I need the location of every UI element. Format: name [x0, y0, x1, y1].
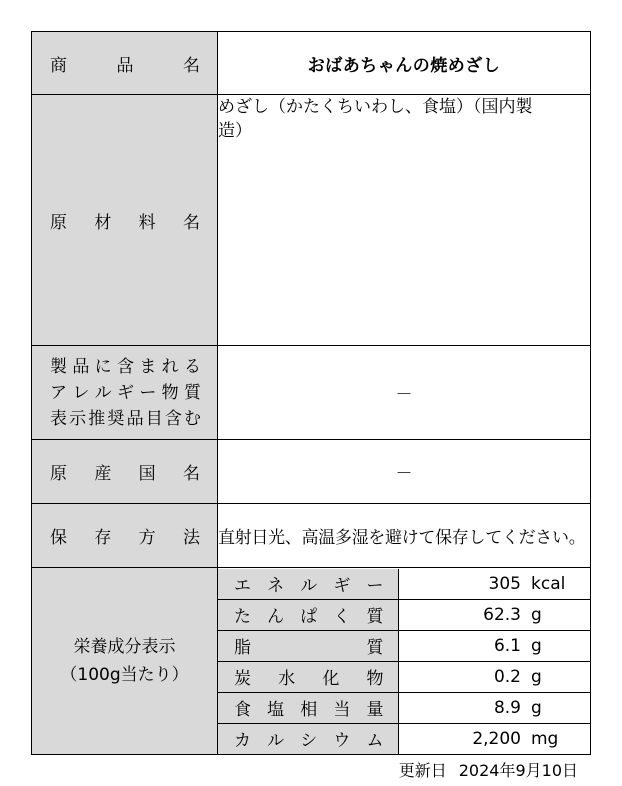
allergy-label-line: 表 示 推 奨 品 目 含 む [50, 408, 201, 429]
product-name: おばあちゃんの焼めざし [218, 32, 591, 95]
nutrition-item-value: 2,200 mg [398, 723, 591, 754]
label-char: 名 [182, 464, 200, 484]
label-char: 品 [116, 55, 134, 76]
ingredients-value [218, 95, 591, 346]
nutrition-item-value: 8.9 g [398, 692, 591, 723]
label-char: 原 [50, 464, 67, 484]
nutrition-label [32, 568, 218, 755]
nutrition-item-label: た ん ぱ く 質 [218, 599, 398, 630]
label-char: 名 [183, 55, 200, 76]
allergy-value: － [218, 346, 591, 440]
nutrition-values [218, 568, 591, 755]
food-label-sheet [31, 31, 590, 755]
label-char: 法 [182, 528, 200, 548]
ingredients-row [32, 95, 591, 346]
nutrition-item-calcium [218, 723, 591, 754]
food-label-table [31, 31, 591, 755]
label-char: 方 [138, 528, 156, 548]
ingredients-line: 造） [218, 121, 252, 141]
label-char: 原 [50, 212, 67, 233]
allergy-label [32, 346, 218, 440]
nutrition-item-fat [218, 630, 591, 661]
origin-label [32, 440, 218, 504]
nutrition-item-value: 62.3 g [398, 599, 591, 630]
origin-row [32, 440, 591, 504]
product-row [32, 32, 591, 95]
nutrition-item-protein [218, 599, 591, 630]
nutrition-item-value: 6.1 g [398, 630, 591, 661]
ingredients-label [32, 95, 218, 346]
nutrition-label-title: 栄養成分表示 [73, 637, 176, 657]
updated-value: 2024年9月10日 [458, 761, 578, 780]
nutrition-item-salt [218, 692, 591, 723]
allergy-row [32, 346, 591, 440]
label-char: 材 [94, 212, 112, 233]
allergy-label-line: 製 品 に 含 ま れ る [50, 356, 201, 377]
label-char: 存 [94, 528, 112, 548]
storage-label [32, 504, 218, 568]
storage-value: 直射日光、高温多湿を避けて保存してください。 [218, 504, 591, 568]
label-char: 国 [138, 464, 156, 484]
label-char: 産 [94, 464, 112, 484]
nutrition-item-label: 炭 水 化 物 [218, 661, 398, 692]
label-char: 料 [138, 212, 156, 233]
allergy-label-line: ア レ ル ギ ー 物 質 [50, 382, 201, 403]
nutrition-table [218, 569, 591, 754]
updated-label: 更新日 [398, 761, 447, 780]
nutrition-item-energy [218, 569, 591, 600]
product-label [32, 32, 218, 95]
label-char: 商 [50, 55, 67, 76]
nutrition-item-value: 305 kcal [398, 569, 591, 600]
label-char: 名 [182, 212, 200, 233]
updated-date [399, 758, 578, 781]
ingredients-line: めざし（かたくちいわし、食塩）（国内製 [218, 97, 533, 117]
nutrition-label-basis: （100g当たり） [60, 665, 189, 685]
origin-value: － [218, 440, 591, 504]
storage-row [32, 504, 591, 568]
nutrition-item-label: カ ル シ ウ ム [218, 723, 398, 754]
label-char: 保 [50, 528, 67, 548]
nutrition-item-value: 0.2 g [398, 661, 591, 692]
nutrition-row [32, 568, 591, 755]
nutrition-item-carbohydrate [218, 661, 591, 692]
nutrition-item-label: 食 塩 相 当 量 [218, 692, 398, 723]
nutrition-item-label: エ ネ ル ギ ー [218, 569, 398, 600]
nutrition-item-label: 脂 質 [218, 630, 398, 661]
